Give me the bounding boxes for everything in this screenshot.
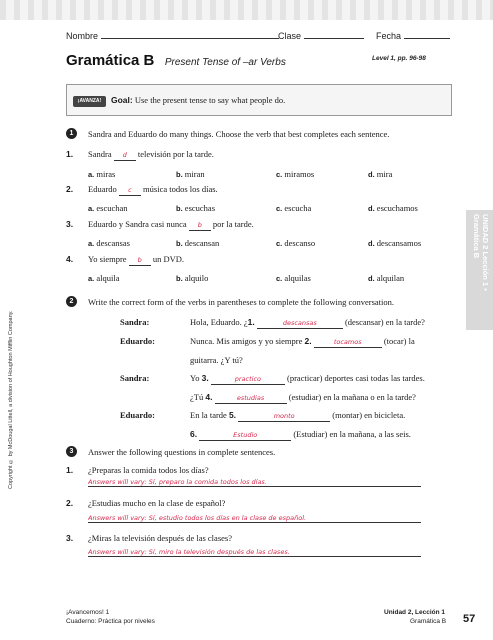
s1-item-2: Eduardo c música todos los días. (88, 184, 218, 194)
s1-item-1-opt-d[interactable]: d. mira (368, 169, 393, 179)
fecha-line[interactable] (404, 30, 450, 39)
s3-item-1-answer[interactable]: Answers will vary: Sí, preparo la comida todos los días. (88, 478, 421, 487)
conv-speaker-1: Sandra: (120, 317, 150, 327)
section-2-instruction: Write the correct form of the verbs in parentheses to complete the following conversation. (88, 297, 395, 307)
s1-item-4-answer[interactable]: b (129, 256, 151, 266)
s1-item-3-opt-d[interactable]: d. descansamos (368, 238, 422, 248)
conv-speaker-5: Eduardo: (120, 410, 155, 420)
section-2-number-icon: 2 (66, 296, 77, 307)
s1-item-3-opt-c[interactable]: c. descanso (276, 238, 316, 248)
page-title (66, 52, 286, 70)
s1-item-4-opt-b[interactable]: b. alquilo (176, 273, 209, 283)
conv-answer-2[interactable]: tocamos (314, 338, 382, 348)
side-tab-text: UNIDAD 2 Lección 1 • Gramática B (472, 214, 490, 291)
s3-item-1-num: 1. (66, 465, 74, 475)
s1-item-3-num: 3. (66, 219, 74, 229)
s1-item-2-opt-c[interactable]: c. escucha (276, 203, 312, 213)
conv-line-2: Nunca. Mis amigos y yo siempre 2. tocamos (tocar) la (190, 336, 415, 346)
section-3-instruction: Answer the following questions in complete sentences. (88, 447, 276, 457)
title-sub: Present Tense of –ar Verbs (164, 57, 286, 68)
s3-item-2-answer[interactable]: Answers will vary: Sí, estudio todos los días en la clase de español. (88, 514, 421, 523)
s3-item-3-num: 3. (66, 533, 74, 543)
s1-item-3: Eduardo y Sandra casi nunca b por la tarde. (88, 219, 254, 229)
s1-item-1-answer[interactable]: d (114, 151, 136, 161)
footer-unit: Unidad 2, Lección 1 (384, 609, 446, 616)
conv-line-3: Yo 3. practico (practicar) deportes casi todas las tardes. (190, 373, 425, 383)
s1-item-4-opt-a[interactable]: a. alquila (88, 273, 120, 283)
s1-item-2-opt-b[interactable]: b. escuchas (176, 203, 216, 213)
top-pattern-band (0, 0, 493, 20)
footer-cuaderno: Cuaderno: Práctica por niveles (66, 618, 155, 625)
header-nombre: Nombre (66, 30, 279, 41)
conv-answer-6[interactable]: Estudio (199, 431, 291, 441)
conv-line-6: 6. Estudio (Estudiar) en la mañana, a las seis. (190, 429, 411, 439)
s1-item-4-num: 4. (66, 254, 74, 264)
footer-book: ¡Avancemos! 1 (66, 609, 110, 616)
conv-answer-3[interactable]: practico (211, 375, 285, 385)
clase-line[interactable] (304, 30, 364, 39)
s1-item-4-opt-d[interactable]: d. alquilan (368, 273, 405, 283)
conv-speaker-3: Sandra: (120, 373, 150, 383)
s3-item-3-question: ¿Miras la televisión después de las clases? (88, 533, 232, 543)
s1-item-4-opt-c[interactable]: c. alquilas (276, 273, 311, 283)
conv-answer-5[interactable]: monto (238, 412, 330, 422)
nombre-line[interactable] (101, 30, 279, 39)
s1-item-2-opt-d[interactable]: d. escuchamos (368, 203, 418, 213)
s1-item-2-num: 2. (66, 184, 74, 194)
header-fecha: Fecha (376, 30, 450, 41)
level-ref: Level 1, pp. 96-98 (372, 55, 426, 62)
s1-item-2-opt-a[interactable]: a. escuchan (88, 203, 128, 213)
s1-item-3-answer[interactable]: b (189, 221, 211, 231)
s3-item-1-question: ¿Preparas la comida todos los días? (88, 465, 209, 475)
s3-item-2-num: 2. (66, 498, 74, 508)
conv-answer-1[interactable]: descansas (257, 319, 343, 329)
section-1-number-icon: 1 (66, 128, 77, 139)
s1-item-3-opt-b[interactable]: b. descansan (176, 238, 220, 248)
header-clase: Clase (278, 30, 364, 41)
goal-text: Goal: Use the present tense to say what people do. (111, 95, 286, 105)
s1-item-1-opt-b[interactable]: b. miran (176, 169, 205, 179)
copyright-note: Copyright © by McDougal Littell, a division of Houghton Mifflin Company. (8, 310, 14, 490)
s1-item-1-opt-c[interactable]: c. miramos (276, 169, 315, 179)
section-1-instruction: Sandra and Eduardo do many things. Choose the verb that best completes each sentence. (88, 129, 390, 139)
conv-line-5: En la tarde 5. monto (montar) en bicicleta. (190, 410, 406, 420)
s1-item-1-opt-a[interactable]: a. miras (88, 169, 116, 179)
s3-item-3-answer[interactable]: Answers will vary: Sí, miro la televisión después de las clases. (88, 548, 421, 557)
conv-line-2b: guitarra. ¿Y tú? (190, 355, 243, 365)
footer-section: Gramática B (410, 618, 447, 625)
conv-answer-4[interactable]: estudias (215, 394, 287, 404)
goal-box (66, 84, 452, 116)
conv-line-4: ¿Tú 4. estudias (estudiar) en la mañana o en la tarde? (190, 392, 416, 402)
s1-item-4: Yo siempre b un DVD. (88, 254, 184, 264)
s1-item-1-num: 1. (66, 149, 74, 159)
section-3-number-icon: 3 (66, 446, 77, 457)
title-main: Gramática B (66, 52, 155, 69)
conv-speaker-2: Eduardo: (120, 336, 155, 346)
s1-item-2-answer[interactable]: c (119, 186, 141, 196)
s1-item-1: Sandra d televisión por la tarde. (88, 149, 214, 159)
conv-line-1: Hola, Eduardo. ¿1. descansas (descansar) en la tarde? (190, 317, 425, 327)
avanza-badge: ¡AVANZA! (73, 96, 106, 107)
s1-item-3-opt-a[interactable]: a. descansas (88, 238, 130, 248)
page-number: 57 (463, 613, 476, 625)
s3-item-2-question: ¿Estudias mucho en la clase de español? (88, 498, 226, 508)
